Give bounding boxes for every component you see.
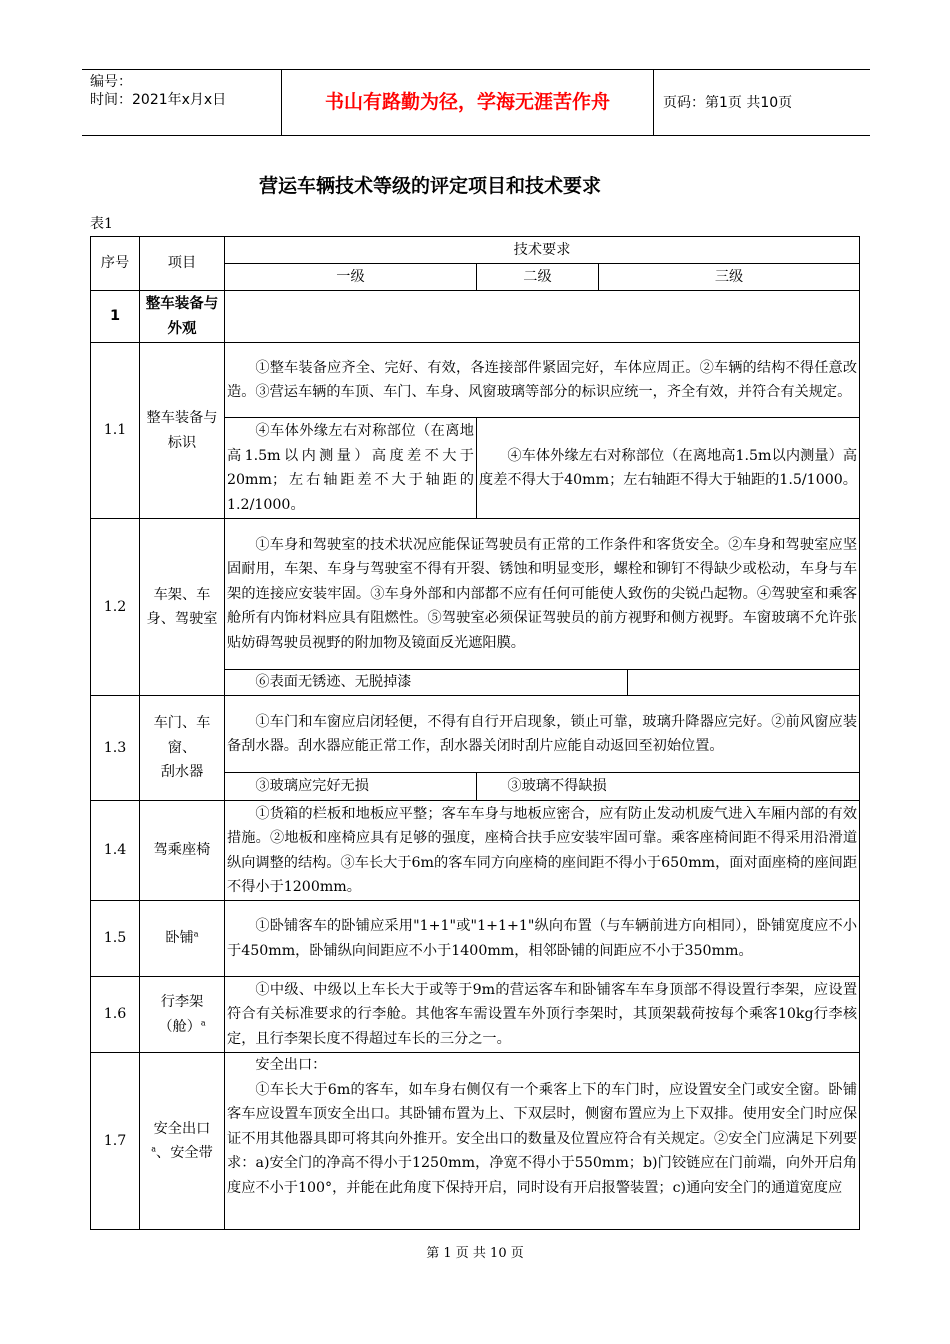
header-page-label: 页码：第1页 共10页 [663, 95, 793, 111]
header-grade-3: 三级 [599, 264, 860, 291]
section-1-number: 1 [91, 291, 140, 343]
row-1-7-number: 1.7 [91, 1053, 140, 1230]
row-1-6-name-line2: （舱） [158, 1018, 201, 1035]
row-1-3-name [140, 696, 225, 801]
row-1-1-text-common: ①整车装备应齐全、完好、有效，各连接部件紧固完好，车体应周正。②车辆的结构不得任意改造。③营运车辆的车顶、车门、车身、风窗玻璃等部分的标识应统一，齐全有效，并符合有关规定。 [225, 343, 860, 418]
row-1-5-name-text: 卧铺 [165, 930, 194, 947]
row-1-4-number: 1.4 [91, 801, 140, 901]
header-bottom-rule [82, 135, 870, 136]
table-label: 表1 [90, 216, 113, 232]
header-code-label: 编号： [90, 74, 132, 90]
page-footer: 第 1 页 共 10 页 [426, 1246, 524, 1261]
row-1-7-name-line1: 安全出口 [153, 1120, 211, 1137]
row-1-6-name-line1: 行李架 [160, 994, 204, 1010]
document-title: 营运车辆技术等级的评定项目和技术要求 [258, 175, 601, 197]
section-1-name: 整车装备与外观 [140, 291, 225, 343]
row-1-3-text-grade1: ③玻璃应完好无损 [225, 773, 477, 801]
row-1-1-text-grade1: ④车体外缘左右对称部位（在离地高1.5m以内测量）高度差不大于20mm；左右轴距差不大于轴距的1.2/1000。 [225, 418, 477, 519]
row-1-4-text: ①货箱的栏板和地板应平整；客车车身与地板应密合，应有防止发动机废气进入车厢内部的有效措施。②地板和座椅应具有足够的强度，座椅合扶手应安装牢固可靠。乘客座椅间距不得采用沿滑道纵向调整的结构。③车长大于6m的客车同方向座椅的座间距不得小于650mm，面对面座椅的座间距不得小于1200mm。 [225, 801, 860, 901]
row-1-7-text-heading: 安全出口： [255, 1057, 327, 1073]
row-1-3-text-common: ①车门和车窗应启闭轻便，不得有自行开启现象，锁止可靠，玻璃升降器应完好。②前风窗应装备刮水器。刮水器应能正常工作，刮水器关闭时刮片应能自动返回至初始位置。 [225, 696, 860, 773]
row-1-3-number: 1.3 [91, 696, 140, 801]
header-divider-right [653, 69, 654, 136]
header-seq: 序号 [91, 237, 140, 291]
header-motto: 书山有路勤为径，学海无涯苦作舟 [324, 91, 610, 113]
row-1-7-text-body: ①车长大于6m的客车，如车身右侧仅有一个乘客上下的车门时，应设置安全门或安全窗。卧铺客车应设置车顶安全出口。其卧铺布置为上、下双层时，侧窗布置应为上下双排。使用安全门时应保证不用其他器具即可将其向外推开。安全出口的数量及位置应符合有关规定。②安全门应满足下列要求：a)安全门的净高不得小于1250mm，净宽不得小于550mm；b)门铰链应在门前端，向外开启角度应不小于100°，并能在此角度下保持开启，同时设有开启报警装置；c)通向安全门的通道宽度应 [227, 1081, 858, 1196]
row-1-2-text-grade3 [628, 670, 860, 696]
row-1-6-name-footnote: a [200, 1017, 206, 1027]
row-1-7-name-footnote: a [151, 1144, 156, 1154]
row-1-3-name-line1: 车门、车窗、 [153, 715, 211, 756]
row-1-1-number: 1.1 [91, 343, 140, 519]
row-1-4-name: 驾乘座椅 [140, 801, 225, 901]
header-grade-1: 一级 [225, 264, 477, 291]
header-item: 项目 [140, 237, 225, 291]
row-1-6-number: 1.6 [91, 977, 140, 1053]
row-1-1-text-grade23: ④车体外缘左右对称部位（在离地高1.5m以内测量）高度差不得大于40mm；左右轴距不得大于轴距的1.5/1000。 [477, 418, 860, 519]
row-1-5-name [140, 901, 225, 977]
header-grade-2: 二级 [477, 264, 599, 291]
section-1-empty [225, 291, 860, 343]
header-tech-req: 技术要求 [225, 237, 860, 264]
row-1-6-name [140, 977, 225, 1053]
row-1-3-name-line2: 刮水器 [160, 764, 204, 781]
row-1-7-name-line2: 、安全带 [156, 1145, 213, 1161]
row-1-3-text-grade23: ③玻璃不得缺损 [477, 773, 860, 801]
row-1-2-name: 车架、车身、驾驶室 [140, 519, 225, 696]
requirements-table [90, 236, 860, 1230]
row-1-1-name: 整车装备与标识 [140, 343, 225, 519]
row-1-2-text-common: ①车身和驾驶室的技术状况应能保证驾驶员有正常的工作条件和客货安全。②车身和驾驶室应坚固耐用，车架、车身与驾驶室不得有开裂、锈蚀和明显变形，螺栓和铆钉不得缺少或松动，车身与车架的连接应安装牢固。③车身外部和内部都不应有任何可能使人致伤的尖锐凸起物。④驾驶室和乘客舱所有内饰材料应具有阻燃性。⑤驾驶室必须保证驾驶员的前方视野和侧方视野。车窗玻璃不允许张贴妨碍驾驶员视野的附加物及镜面反光遮阳膜。 [225, 519, 860, 670]
row-1-7-text [225, 1053, 860, 1230]
row-1-2-number: 1.2 [91, 519, 140, 696]
header-time-label: 时间：2021年x月x日 [90, 92, 227, 108]
row-1-5-number: 1.5 [91, 901, 140, 977]
row-1-5-name-footnote: a [193, 929, 199, 939]
row-1-7-name [140, 1053, 225, 1230]
row-1-5-text: ①卧铺客车的卧铺应采用"1+1"或"1+1+1"纵向布置（与车辆前进方向相同），卧铺宽度应不小于450mm，卧铺纵向间距应不小于1400mm，相邻卧铺的间距应不小于350mm。 [225, 901, 860, 977]
row-1-2-text-grade12: ⑥表面无锈迹、无脱掉漆 [225, 670, 628, 696]
row-1-6-text: ①中级、中级以上车长大于或等于9m的营运客车和卧铺客车车身顶部不得设置行李架，应设置符合有关标准要求的行李舱。其他客车需设置车外顶行李架时，其顶架载荷按每个乘客10kg行李核定，且行李架长度不得超过车长的三分之一。 [225, 977, 860, 1053]
header-top-rule [82, 69, 870, 70]
